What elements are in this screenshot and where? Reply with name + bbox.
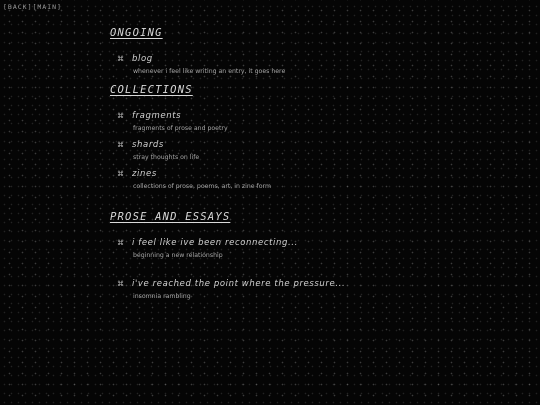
entry-link-zines[interactable]: zines [132,169,157,179]
back-link[interactable]: [BACK] [3,3,33,11]
bullet-icon: ⌘ [117,141,124,149]
bullet-icon: ⌘ [117,55,124,63]
section-heading-prose-and-essays: PROSE AND ESSAYS [110,211,231,223]
section-heading-collections: COLLECTIONS [110,84,193,96]
entry-link-pressure[interactable]: i've reached the point where the pressure... [132,279,346,289]
top-nav [3,3,62,11]
entry-description: stray thoughts on life [133,154,200,161]
entry-link-shards[interactable]: shards [132,140,164,150]
entry-description: beginning a new relationship [133,252,223,259]
bullet-icon: ⌘ [117,280,124,288]
entry-description: fragments of prose and poetry [133,125,228,132]
entry-description: insomnia rambling [133,293,191,300]
entry-description: collections of prose, poems, art, in zine form [133,183,271,190]
entry-link-reconnecting[interactable]: i feel like ive been reconnecting... [132,238,298,248]
bullet-icon: ⌘ [117,239,124,247]
bullet-icon: ⌘ [117,170,124,178]
main-link[interactable]: [MAIN] [32,3,62,11]
entry-link-blog[interactable]: blog [132,54,153,64]
entry-link-fragments[interactable]: fragments [132,111,182,121]
entry-description: whenever i feel like writing an entry, it goes here [133,68,286,75]
section-heading-ongoing: ONGOING [110,27,163,39]
bullet-icon: ⌘ [117,112,124,120]
